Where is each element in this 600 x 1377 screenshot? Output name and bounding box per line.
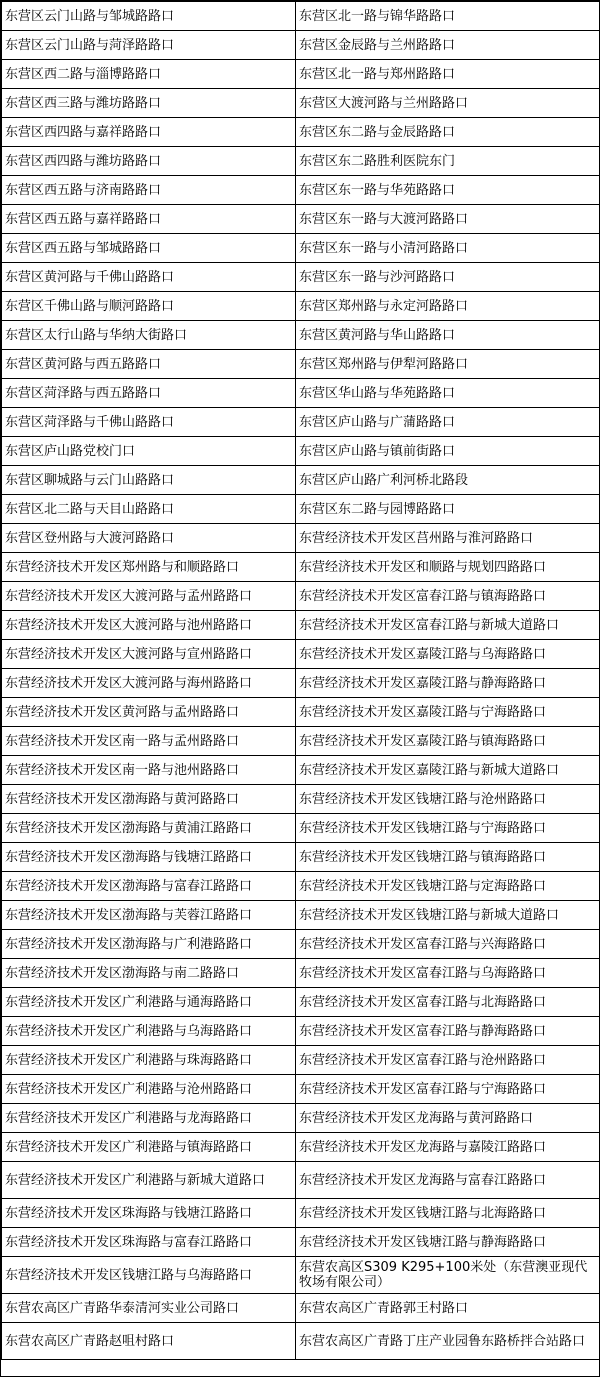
table-row xyxy=(2,176,600,205)
table-row xyxy=(2,1046,600,1075)
location-cell-left: 东营经济技术开发区广利港路与沧州路路口 xyxy=(2,1075,296,1104)
location-cell-right: 东营区庐山路与镇前街路口 xyxy=(296,437,600,466)
table-row xyxy=(2,1257,600,1294)
table-row xyxy=(2,495,600,524)
location-cell-right: 东营经济技术开发区钱塘江路与沧州路路口 xyxy=(296,785,600,814)
table-row xyxy=(2,843,600,872)
location-cell-right: 东营经济技术开发区富春江路与沧州路路口 xyxy=(296,1046,600,1075)
location-cell-left: 东营经济技术开发区广利港路与乌海路路口 xyxy=(2,1017,296,1046)
location-cell-right: 东营经济技术开发区钱塘江路与定海路路口 xyxy=(296,872,600,901)
location-cell-left: 东营经济技术开发区渤海路与广利港路路口 xyxy=(2,930,296,959)
location-cell-right: 东营经济技术开发区龙海路与黄河路路口 xyxy=(296,1104,600,1133)
location-cell-right: 东营经济技术开发区富春江路与新城大道路口 xyxy=(296,611,600,640)
table-row xyxy=(2,1162,600,1199)
table-row xyxy=(2,785,600,814)
table-row xyxy=(2,263,600,292)
location-cell-left: 东营区登州路与大渡河路路口 xyxy=(2,524,296,553)
location-cell-left: 东营区西五路与嘉祥路路口 xyxy=(2,205,296,234)
table-row xyxy=(2,350,600,379)
location-cell-right: 东营农高区S309 K295+100米处（东营澳亚现代牧场有限公司） xyxy=(296,1257,600,1294)
intersection-table-body xyxy=(2,2,600,1360)
table-row xyxy=(2,234,600,263)
table-row xyxy=(2,727,600,756)
location-cell-left: 东营区西五路与邹城路路口 xyxy=(2,234,296,263)
location-cell-right: 东营经济技术开发区富春江路与镇海路路口 xyxy=(296,582,600,611)
location-cell-right: 东营经济技术开发区钱塘江路与镇海路路口 xyxy=(296,843,600,872)
table-row xyxy=(2,466,600,495)
table-row xyxy=(2,1017,600,1046)
location-cell-right: 东营经济技术开发区富春江路与乌海路路口 xyxy=(296,959,600,988)
location-cell-right: 东营经济技术开发区龙海路与富春江路路口 xyxy=(296,1162,600,1199)
location-cell-left: 东营经济技术开发区渤海路与钱塘江路路口 xyxy=(2,843,296,872)
location-cell-left: 东营区云门山路与菏泽路路口 xyxy=(2,31,296,60)
location-cell-right: 东营经济技术开发区钱塘江路与静海路路口 xyxy=(296,1228,600,1257)
table-row xyxy=(2,872,600,901)
location-cell-left: 东营经济技术开发区大渡河路与宣州路路口 xyxy=(2,640,296,669)
table-row xyxy=(2,1228,600,1257)
location-cell-right: 东营区东一路与华苑路路口 xyxy=(296,176,600,205)
location-cell-left: 东营经济技术开发区渤海路与南二路路口 xyxy=(2,959,296,988)
location-cell-left: 东营经济技术开发区渤海路与黄浦江路路口 xyxy=(2,814,296,843)
location-cell-left: 东营区黄河路与西五路路口 xyxy=(2,350,296,379)
table-row xyxy=(2,147,600,176)
location-cell-right: 东营经济技术开发区莒州路与淮河路路口 xyxy=(296,524,600,553)
location-cell-left: 东营区聊城路与云门山路路口 xyxy=(2,466,296,495)
location-cell-left: 东营区西三路与潍坊路路口 xyxy=(2,89,296,118)
table-row xyxy=(2,2,600,31)
location-cell-left: 东营农高区广青路赵咀村路口 xyxy=(2,1323,296,1360)
location-cell-right: 东营经济技术开发区富春江路与北海路路口 xyxy=(296,988,600,1017)
location-cell-left: 东营经济技术开发区广利港路与龙海路路口 xyxy=(2,1104,296,1133)
location-cell-left: 东营经济技术开发区大渡河路与孟州路路口 xyxy=(2,582,296,611)
table-row xyxy=(2,408,600,437)
location-cell-left: 东营经济技术开发区广利港路与通海路路口 xyxy=(2,988,296,1017)
location-cell-left: 东营经济技术开发区大渡河路与海州路路口 xyxy=(2,669,296,698)
location-cell-left: 东营区西四路与嘉祥路路口 xyxy=(2,118,296,147)
location-cell-right: 东营区北一路与郑州路路口 xyxy=(296,60,600,89)
location-cell-left: 东营区西四路与潍坊路路口 xyxy=(2,147,296,176)
location-cell-left: 东营经济技术开发区渤海路与芙蓉江路路口 xyxy=(2,901,296,930)
location-cell-right: 东营区郑州路与永定河路路口 xyxy=(296,292,600,321)
location-cell-right: 东营区东一路与小清河路路口 xyxy=(296,234,600,263)
location-cell-right: 东营区东一路与大渡河路路口 xyxy=(296,205,600,234)
location-cell-left: 东营区庐山路党校门口 xyxy=(2,437,296,466)
location-cell-right: 东营经济技术开发区富春江路与兴海路路口 xyxy=(296,930,600,959)
location-cell-left: 东营区西五路与济南路路口 xyxy=(2,176,296,205)
location-cell-right: 东营经济技术开发区钱塘江路与北海路路口 xyxy=(296,1199,600,1228)
location-cell-right: 东营区北一路与锦华路路口 xyxy=(296,2,600,31)
location-cell-right: 东营区东一路与沙河路路口 xyxy=(296,263,600,292)
location-cell-left: 东营区菏泽路与西五路路口 xyxy=(2,379,296,408)
location-cell-left: 东营经济技术开发区郑州路与和顺路路口 xyxy=(2,553,296,582)
location-cell-right: 东营经济技术开发区钱塘江路与新城大道路口 xyxy=(296,901,600,930)
table-row xyxy=(2,640,600,669)
location-cell-left: 东营经济技术开发区珠海路与富春江路路口 xyxy=(2,1228,296,1257)
table-row xyxy=(2,959,600,988)
location-cell-right: 东营区大渡河路与兰州路路口 xyxy=(296,89,600,118)
location-cell-left: 东营经济技术开发区南一路与孟州路路口 xyxy=(2,727,296,756)
location-cell-right: 东营经济技术开发区嘉陵江路与新城大道路口 xyxy=(296,756,600,785)
table-row xyxy=(2,698,600,727)
location-cell-left: 东营经济技术开发区渤海路与黄河路路口 xyxy=(2,785,296,814)
location-cell-left: 东营经济技术开发区大渡河路与池州路路口 xyxy=(2,611,296,640)
location-cell-right: 东营区郑州路与伊犁河路路口 xyxy=(296,350,600,379)
location-cell-right: 东营区东二路胜利医院东门 xyxy=(296,147,600,176)
table-row xyxy=(2,292,600,321)
table-row xyxy=(2,524,600,553)
location-cell-left: 东营区菏泽路与千佛山路路口 xyxy=(2,408,296,437)
location-cell-left: 东营经济技术开发区广利港路与珠海路路口 xyxy=(2,1046,296,1075)
table-row xyxy=(2,669,600,698)
location-cell-right: 东营经济技术开发区和顺路与规划四路路口 xyxy=(296,553,600,582)
location-cell-left: 东营区北二路与天目山路路口 xyxy=(2,495,296,524)
table-row xyxy=(2,118,600,147)
location-cell-right: 东营经济技术开发区龙海路与嘉陵江路路口 xyxy=(296,1133,600,1162)
table-row xyxy=(2,611,600,640)
location-cell-left: 东营经济技术开发区南一路与池州路路口 xyxy=(2,756,296,785)
location-cell-right: 东营经济技术开发区嘉陵江路与宁海路路口 xyxy=(296,698,600,727)
table-row xyxy=(2,1075,600,1104)
location-cell-left: 东营区黄河路与千佛山路路口 xyxy=(2,263,296,292)
table-row xyxy=(2,814,600,843)
location-cell-right: 东营经济技术开发区钱塘江路与宁海路路口 xyxy=(296,814,600,843)
table-row xyxy=(2,321,600,350)
location-cell-right: 东营经济技术开发区富春江路与宁海路路口 xyxy=(296,1075,600,1104)
table-row xyxy=(2,930,600,959)
table-row xyxy=(2,756,600,785)
location-cell-left: 东营区西二路与淄博路路口 xyxy=(2,60,296,89)
table-row xyxy=(2,379,600,408)
table-row xyxy=(2,1133,600,1162)
location-cell-left: 东营经济技术开发区广利港路与新城大道路口 xyxy=(2,1162,296,1199)
location-cell-left: 东营经济技术开发区广利港路与镇海路路口 xyxy=(2,1133,296,1162)
location-cell-right: 东营区东二路与园博路路口 xyxy=(296,495,600,524)
table-row xyxy=(2,1199,600,1228)
table-row xyxy=(2,553,600,582)
table-row xyxy=(2,582,600,611)
table-row xyxy=(2,988,600,1017)
location-cell-left: 东营经济技术开发区渤海路与富春江路路口 xyxy=(2,872,296,901)
location-cell-right: 东营区庐山路广利河桥北路段 xyxy=(296,466,600,495)
table-row xyxy=(2,89,600,118)
table-row xyxy=(2,205,600,234)
location-cell-right: 东营区华山路与华苑路路口 xyxy=(296,379,600,408)
table-row xyxy=(2,1323,600,1360)
location-cell-right: 东营区金辰路与兰州路路口 xyxy=(296,31,600,60)
location-cell-left: 东营区太行山路与华纳大街路口 xyxy=(2,321,296,350)
location-cell-right: 东营区庐山路与广蒲路路口 xyxy=(296,408,600,437)
location-cell-right: 东营农高区广青路郭王村路口 xyxy=(296,1294,600,1323)
location-cell-left: 东营区千佛山路与顺河路路口 xyxy=(2,292,296,321)
location-cell-right: 东营经济技术开发区嘉陵江路与静海路路口 xyxy=(296,669,600,698)
table-row xyxy=(2,901,600,930)
table-row xyxy=(2,60,600,89)
location-cell-right: 东营区东二路与金辰路路口 xyxy=(296,118,600,147)
location-cell-left: 东营区云门山路与邹城路路口 xyxy=(2,2,296,31)
location-cell-left: 东营经济技术开发区黄河路与孟州路路口 xyxy=(2,698,296,727)
location-cell-left: 东营经济技术开发区钱塘江路与乌海路路口 xyxy=(2,1257,296,1294)
location-cell-right: 东营经济技术开发区富春江路与静海路路口 xyxy=(296,1017,600,1046)
location-cell-left: 东营经济技术开发区珠海路与钱塘江路路口 xyxy=(2,1199,296,1228)
location-cell-right: 东营经济技术开发区嘉陵江路与镇海路路口 xyxy=(296,727,600,756)
intersection-table xyxy=(1,1,600,1360)
table-row xyxy=(2,437,600,466)
location-cell-left: 东营农高区广青路华泰清河实业公司路口 xyxy=(2,1294,296,1323)
location-cell-right: 东营农高区广青路丁庄产业园鲁东路桥拌合站路口 xyxy=(296,1323,600,1360)
location-cell-right: 东营经济技术开发区嘉陵江路与乌海路路口 xyxy=(296,640,600,669)
table-row xyxy=(2,1104,600,1133)
table-row xyxy=(2,31,600,60)
location-cell-right: 东营区黄河路与华山路路口 xyxy=(296,321,600,350)
table-row xyxy=(2,1294,600,1323)
